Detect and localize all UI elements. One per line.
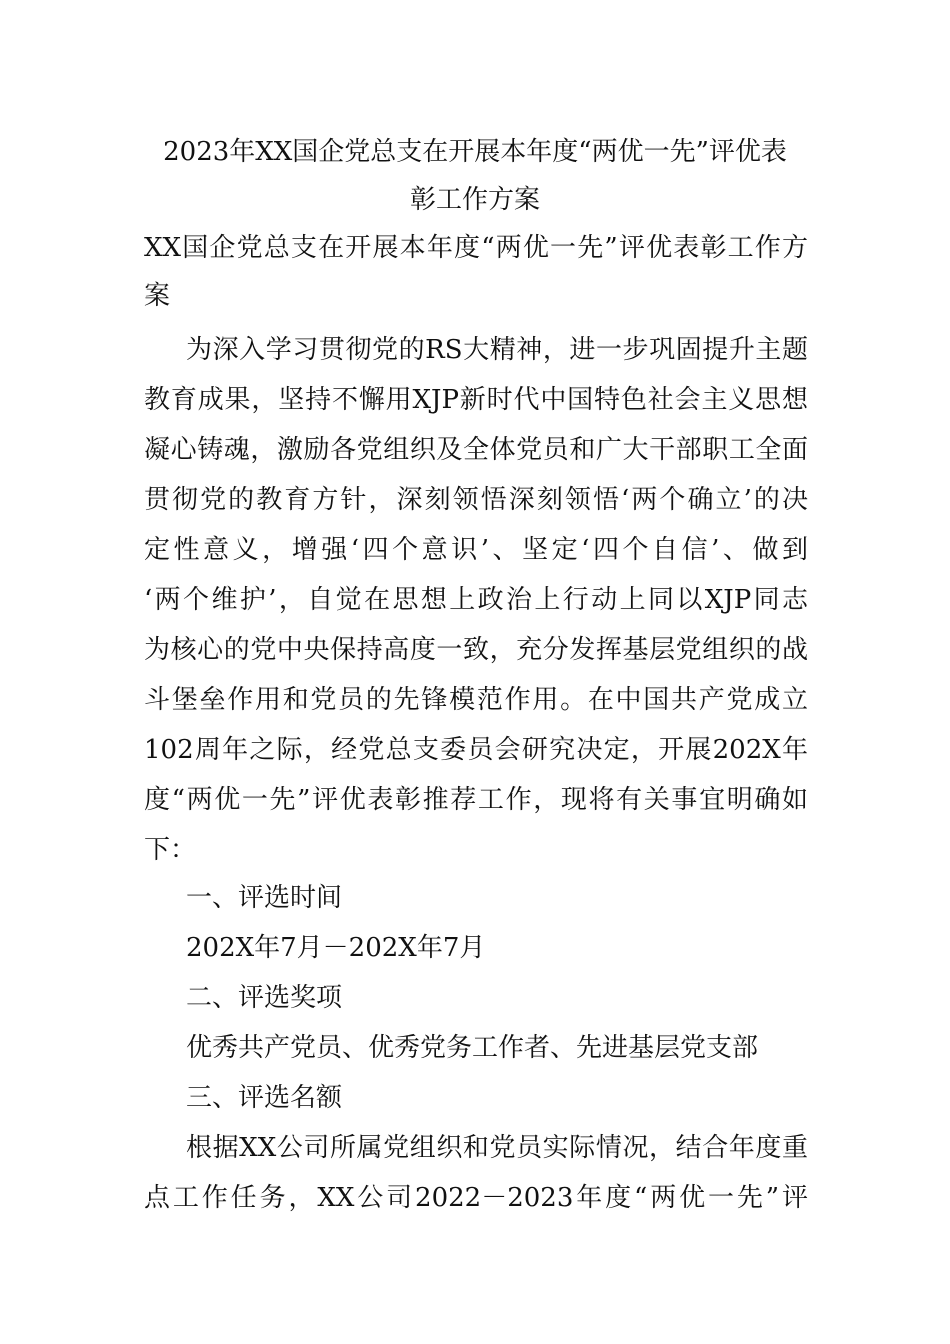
- document-title-line1: 2023年XX国企党总支在开展本年度“两优一先”评优表: [163, 137, 787, 167]
- section2-heading: 二、评选奖项: [186, 983, 343, 1013]
- subtitle-line2: 案: [144, 281, 171, 311]
- section3-heading: 三、评选名额: [186, 1083, 343, 1113]
- section1-heading: 一、评选时间: [186, 883, 343, 913]
- paragraph1-line: 下：: [144, 835, 197, 865]
- paragraph1-line: 凝心铸魂，激励各党组织及全体党员和广大干部职工全面: [144, 435, 808, 465]
- section2-body: 优秀共产党员、优秀党务工作者、先进基层党支部: [186, 1033, 759, 1063]
- paragraph1-line: 贯彻党的教育方针，深刻领悟深刻领悟‘两个确立’的决: [144, 485, 808, 515]
- paragraph1-line: 斗堡垒作用和党员的先锋模范作用。在中国共产党成立: [144, 685, 808, 715]
- section3-body-line: 根据XX公司所属党组织和党员实际情况，结合年度重: [186, 1133, 808, 1163]
- document-title-line2: 彰工作方案: [409, 185, 540, 215]
- section3-body-line: 点工作任务，XX公司2022－2023年度“两优一先”评: [144, 1183, 808, 1213]
- paragraph1-line: 102周年之际，经党总支委员会研究决定，开展202X年: [144, 735, 808, 765]
- paragraph1-line: 教育成果，坚持不懈用XJP新时代中国特色社会主义思想: [144, 385, 808, 415]
- section1-body: 202X年7月－202X年7月: [186, 933, 486, 963]
- paragraph1-line: 度“两优一先”评优表彰推荐工作，现将有关事宜明确如: [144, 785, 808, 815]
- paragraph1-line: 定性意义，增强‘四个意识’、坚定‘四个自信’、做到: [144, 535, 808, 565]
- paragraph1-line: 为核心的党中央保持高度一致，充分发挥基层党组织的战: [144, 635, 808, 665]
- paragraph1-line: 为深入学习贯彻党的RS大精神，进一步巩固提升主题: [186, 335, 808, 365]
- paragraph1-line: ‘两个维护’，自觉在思想上政治上行动上同以XJP同志: [144, 585, 808, 615]
- subtitle-line1: XX国企党总支在开展本年度“两优一先”评优表彰工作方: [144, 233, 808, 263]
